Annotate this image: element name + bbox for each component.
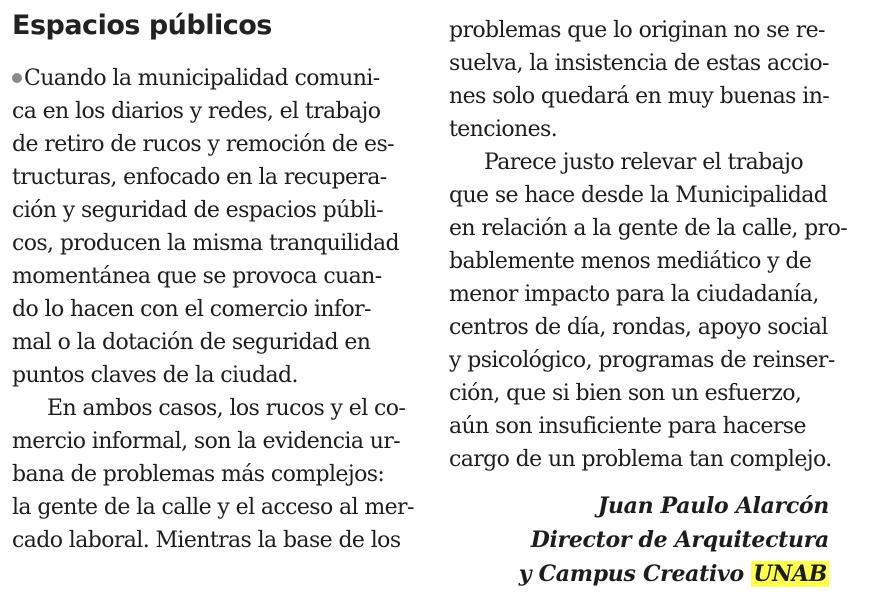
text-line: momentánea que se provoca cuan- <box>12 264 382 289</box>
text-line: do lo hacen con el comercio infor- <box>12 297 371 322</box>
text-line: mercio informal, son la evidencia ur- <box>12 429 401 454</box>
text-line: nes solo quedará en muy buenas in- <box>449 84 830 109</box>
signature-org-prefix: y Campus Creativo <box>518 561 744 587</box>
text-line: mal o la dotación de seguridad en <box>12 330 371 355</box>
text-line: ción, que si bien son un esfuerzo, <box>449 381 802 406</box>
text-line-content: Cuando la municipalidad comuni- <box>24 66 380 91</box>
article-title: Espacios públicos <box>12 10 272 41</box>
text-line: En ambos casos, los rucos y el co- <box>47 396 406 421</box>
text-line: bablemente menos mediático y de <box>449 249 812 274</box>
text-line: tenciones. <box>449 117 558 142</box>
signature-role: Director de Arquitectura <box>530 527 829 553</box>
signature-name: Juan Paulo Alarcón <box>597 493 829 519</box>
text-line: cargo de un problema tan complejo. <box>449 447 832 472</box>
text-line: suelva, la insistencia de estas accio- <box>449 51 829 76</box>
text-line: la gente de la calle y el acceso al mer- <box>12 495 414 520</box>
text-line: cos, producen la misma tranquilidad <box>12 231 400 256</box>
text-line: centros de día, rondas, apoyo social <box>449 315 828 340</box>
text-line: menor impacto para la ciudadanía, <box>449 282 819 307</box>
text-line: cado laboral. Mientras la base de los <box>12 528 401 553</box>
text-line: ca en los diarios y redes, el trabajo <box>12 99 381 124</box>
signature-org <box>519 558 829 591</box>
text-line: y psicológico, programas de reinser- <box>449 348 835 373</box>
text-line: de retiro de rucos y remoción de es- <box>12 132 394 157</box>
text-line <box>12 62 380 95</box>
text-line: Parece justo relevar el trabajo <box>484 150 803 175</box>
bullet-icon <box>12 73 22 83</box>
text-line: problemas que lo originan no se re- <box>449 18 825 43</box>
text-line: bana de problemas más complejos: <box>12 462 385 487</box>
text-line: en relación a la gente de la calle, pro- <box>449 216 848 241</box>
text-line: aún son insuficiente para hacerse <box>449 414 806 439</box>
text-line: ción y seguridad de espacios públi- <box>12 198 383 223</box>
text-line: tructuras, enfocado en la recupera- <box>12 165 387 190</box>
text-line: puntos claves de la ciudad. <box>12 363 298 388</box>
highlighted-org: UNAB <box>753 561 827 587</box>
text-line: que se hace desde la Municipalidad <box>449 183 828 208</box>
